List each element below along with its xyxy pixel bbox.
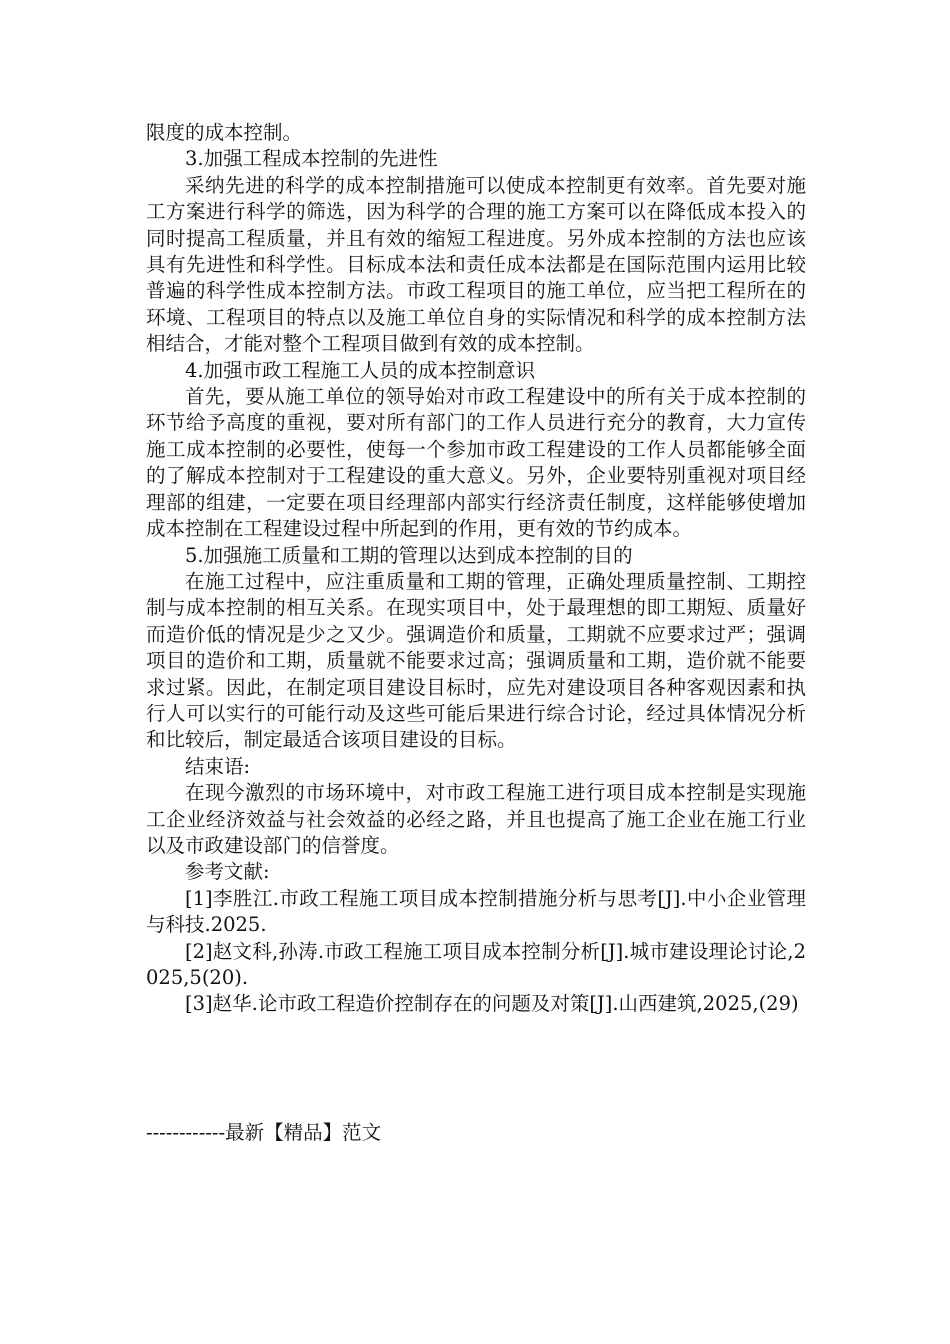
paragraph-continuation: 限度的成本控制。 [146, 121, 303, 144]
references-heading: 参考文献: [185, 860, 270, 884]
section-heading-3: 3.加强工程成本控制的先进性 [185, 147, 438, 171]
reference-item-2: [2]赵文科,孙涛.市政工程施工项目成本控制分析[J].城市建设理论讨论,2025,5(20). [146, 939, 806, 989]
paragraph-quality-schedule: 在施工过程中，应注重质量和工期的管理，正确处理质量控制、工期控制与成本控制的相互关系。在现实项目中，处于最理想的即工期短、质量好而造价低的情况是少之又少。强调造价和质量，工期就不应要求过严；强调项目的造价和工期，质量就不能要求过高；强调质量和工期，造价就不能要求过紧。因此，在制定项目建设目标时，应先对建设项目各种客观因素和执行人可以实行的可能行动及这些可能后果进行综合讨论，经过具体情况分析和比较后，制定最适合该项目建设的目标。 [146, 569, 806, 752]
paragraph-conclusion: 在现今激烈的市场环境中，对市政工程施工进行项目成本控制是实现施工企业经济效益与社会效益的必经之路，并且也提高了施工企业在施工行业以及市政建设部门的信誉度。 [146, 781, 806, 857]
conclusion-heading: 结束语: [185, 754, 251, 778]
footer-tagline: ------------最新【精品】范文 [146, 1121, 382, 1144]
reference-item-3: [3]赵华.论市政工程造价控制存在的问题及对策[J].山西建筑,2025,(29) [185, 992, 799, 1016]
section-heading-4: 4.加强市政工程施工人员的成本控制意识 [185, 358, 536, 382]
section-heading-5: 5.加强施工质量和工期的管理以达到成本控制的目的 [185, 543, 633, 567]
paragraph-cost-awareness: 首先，要从施工单位的领导始对市政工程建设中的所有关于成本控制的环节给予高度的重视，要对所有部门的工作人员进行充分的教育，大力宣传施工成本控制的必要性，使每一个参加市政工程建设的工作人员都能够全面的了解成本控制对于工程建设的重大意义。另外，企业要特别重视对项目经理部的组建，一定要在项目经理部内部实行经济责任制度，这样能够使增加成本控制在工程建设过程中所起到的作用，更有效的节约成本。 [146, 385, 806, 541]
document-body [146, 120, 806, 1018]
paragraph-advanced-methods: 采纳先进的科学的成本控制措施可以使成本控制更有效率。首先要对施工方案进行科学的筛选，因为科学的合理的施工方案可以在降低成本投入的同时提高工程质量，并且有效的缩短工程进度。另外成本控制的方法也应该具有先进性和科学性。目标成本法和责任成本法都是在国际范围内运用比较普遍的科学性成本控制方法。市政工程项目的施工单位，应当把工程所在的环境、工程项目的特点以及施工单位自身的实际情况和科学的成本控制方法相结合，才能对整个工程项目做到有效的成本控制。 [146, 173, 806, 356]
reference-item-1: [1]李胜江.市政工程施工项目成本控制措施分析与思考[J].中小企业管理与科技.2025. [146, 886, 806, 937]
